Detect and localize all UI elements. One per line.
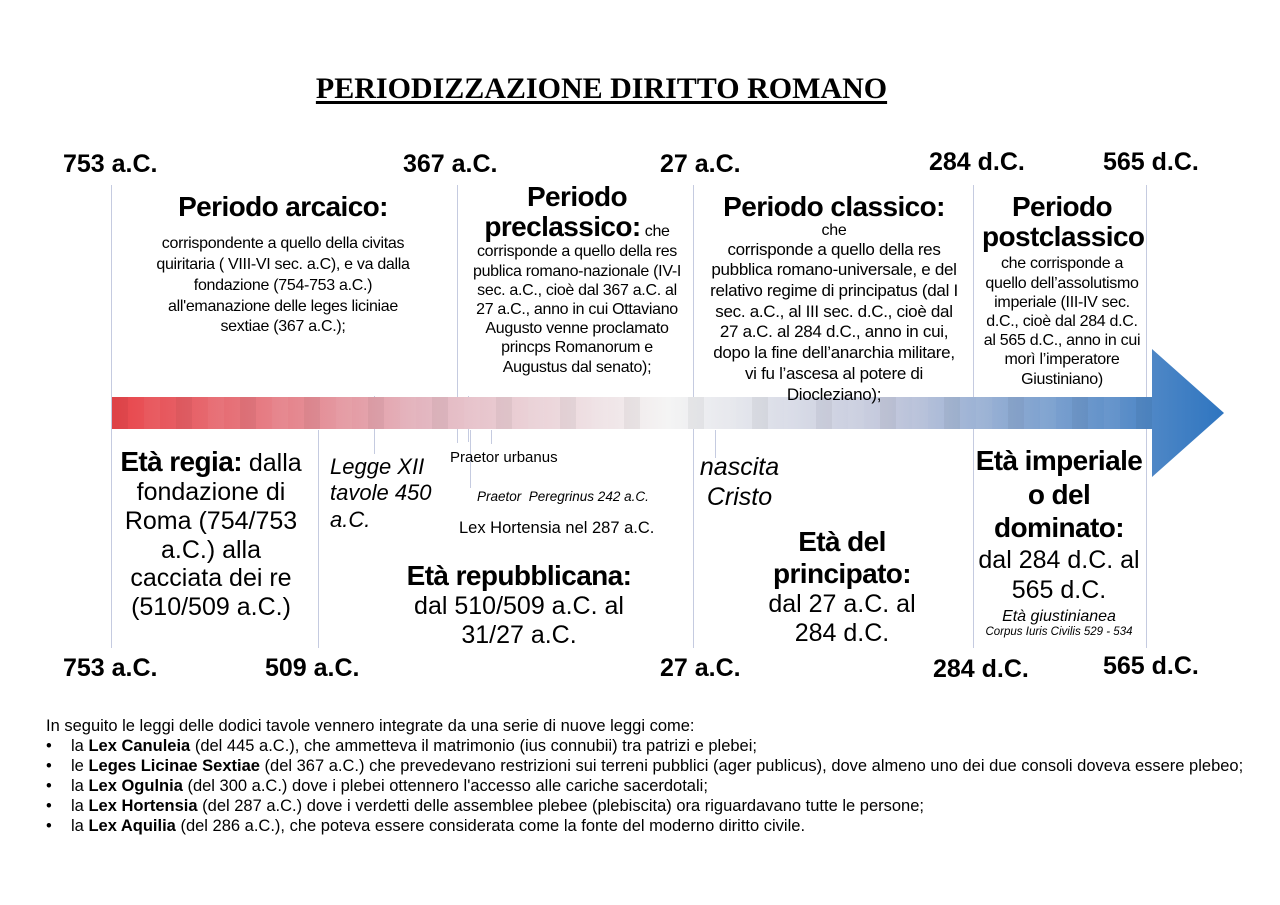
arrow-texture-block [1008,397,1024,429]
bottom-year-284: 284 d.C. [933,655,1029,683]
top-year-753: 753 a.C. [63,150,158,178]
era-imperiale-sub2: Corpus Iuris Civilis 529 - 534 [985,626,1133,639]
arrow-texture-block [496,397,512,429]
arrow-texture-block [112,397,128,429]
arrow-texture-block [624,397,640,429]
bottom-year-27: 27 a.C. [660,654,741,682]
period-preclassico-heading-1: Periodo [526,181,628,212]
top-year-284: 284 d.C. [929,148,1025,176]
era-principato [752,526,932,648]
top-year-565: 565 d.C. [1103,148,1199,176]
period-preclassico-inline: che [640,223,670,241]
period-postclassico-heading: Periodo postclassico [982,191,1145,253]
law-name: Lex Ogulnia [88,777,183,795]
era-repubblicana [394,560,644,650]
list-item: • la Lex Canuleia (del 445 a.C.), che ammetteva il matrimonio (ius connubii) tra patrizi e plebei; [46,736,1246,756]
era-principato-desc: dal 27 a.C. al 284 d.C. [768,590,916,648]
law-name: Lex Aquilia [88,817,176,835]
arrow-texture-block [272,397,288,429]
era-regia-desc: dalla fondazione di Roma (754/753 a.C.) alla cacciata dei re (510/509 a.C.) [124,449,302,622]
arrow-texture-block [208,397,224,429]
notes-intro: In seguito le leggi delle dodici tavole vennero integrate da una serie di nuove leggi come: [46,717,695,735]
notes-list [46,736,1246,836]
era-regia-heading: Età regia: [120,446,242,477]
arrow-texture-block [1104,397,1120,429]
event-lex-hortensia: Lex Hortensia nel 287 a.C. [459,519,655,537]
era-repubblicana-desc: dal 510/509 a.C. al 31/27 a.C. [414,592,624,649]
arrow-texture-block [240,397,256,429]
arrow-texture-block [688,397,704,429]
period-arcaico [138,192,428,338]
event-praetor-peregrinus: Praetor Peregrinus 242 a.C. [477,489,649,504]
arrow-texture-block [464,397,480,429]
period-classico-desc: corrisponde a quello della res pubblica romano-universale, e del relativo regime di principatus (dal I sec. a.C., al III sec. d.C., cioè dal 27 a.C. al 284 d.C., anno in cui, dopo la fine dell’anarchia militare, vi fu l’ascesa al potere di Diocleziano); [710,239,958,404]
arrow-texture-block [1136,397,1152,429]
top-year-27: 27 a.C. [660,150,741,178]
period-preclassico-heading-2: preclassico: [484,211,641,243]
arrow-texture-block [976,397,992,429]
era-imperiale [975,444,1143,639]
bottom-year-753: 753 a.C. [63,654,158,682]
arrow-texture-block [176,397,192,429]
period-classico-inline: che [821,222,847,240]
arrow-texture-block [368,397,384,429]
period-postclassico-desc: che corrisponde a quello dell’assolutismo imperiale (III-IV sec. d.C., cioè dal 284 d.C. al 565 d.C., anno in cui morì l’imperatore Giustiniano) [983,255,1141,388]
event-praetor-urbanus: Praetor urbanus [450,449,558,466]
arrow-texture-block [304,397,320,429]
arrow-texture-block [528,397,544,429]
law-name: Lex Hortensia [88,797,198,815]
arrow-texture-block [592,397,608,429]
arrow-texture-block [432,397,448,429]
arrow-texture-block [144,397,160,429]
page-title: PERIODIZZAZIONE DIRITTO ROMANO [315,72,888,105]
list-item: • la Lex Ogulnia (del 300 a.C.) dove i plebei ottennero l'accesso alle cariche sacerdotali; [46,776,1246,796]
event-legge-xii-tavole: Legge XII tavole 450 a.C. [330,454,432,532]
notes-section [46,716,1246,836]
arrow-texture-block [1040,397,1056,429]
arrow-texture-block [1072,397,1088,429]
period-preclassico [472,182,682,377]
list-item: • la Lex Aquilia (del 286 a.C.), che poteva essere considerata come la fonte del moderno diritto civile. [46,816,1246,836]
law-name: Leges Licinae Sextiae [88,757,260,775]
arrow-texture-block [336,397,352,429]
list-item: • la Lex Hortensia (del 287 a.C.) dove i verdetti delle assemblee plebee (plebiscita) ora riguardavano tutte le persone; [46,796,1246,816]
period-preclassico-desc: corrisponde a quello della res publica romano-nazionale (IV-I sec. a.C., cioè dal 367 a.C. al 27 a.C., anno in cui Ottaviano Augusto venne proclamato princps Romanorum e Augustus dal senato); [472,243,681,376]
era-imperiale-sub1: Età giustinianea [1002,607,1116,625]
bottom-year-509: 509 a.C. [265,654,360,682]
era-regia [112,446,310,622]
event-nascita-cristo: nascita Cristo [699,453,780,511]
top-year-367: 367 a.C. [403,150,498,178]
era-repubblicana-heading: Età repubblicana: [406,560,632,591]
period-arcaico-heading: Periodo arcaico: [178,191,388,222]
era-imperiale-heading: Età imperiale o del dominato: [975,445,1143,544]
arrow-texture-block [400,397,416,429]
period-classico-heading: Periodo classico: [723,191,945,222]
law-name: Lex Canuleia [88,737,191,755]
list-item: • le Leges Licinae Sextiae (del 367 a.C.) che prevedevano restrizioni sui terreni pubblici (ager publicus), dove almeno uno dei due consoli doveva essere plebeo; [46,756,1246,776]
period-arcaico-desc: corrispondente a quello della civitas quiritaria ( VIII-VI sec. a.C), e va dalla fondazione (754-753 a.C.) all'emanazione delle leges liciniae sextiae (367 a.C.); [156,235,410,336]
era-imperiale-desc: dal 284 d.C. al 565 d.C. [978,545,1140,605]
period-classico [709,192,959,405]
period-postclassico [982,191,1145,389]
bottom-year-565: 565 d.C. [1103,652,1199,680]
arrow-texture-block [656,397,672,429]
era-principato-heading: Età del principato: [772,526,912,590]
arrow-texture-block [560,397,576,429]
